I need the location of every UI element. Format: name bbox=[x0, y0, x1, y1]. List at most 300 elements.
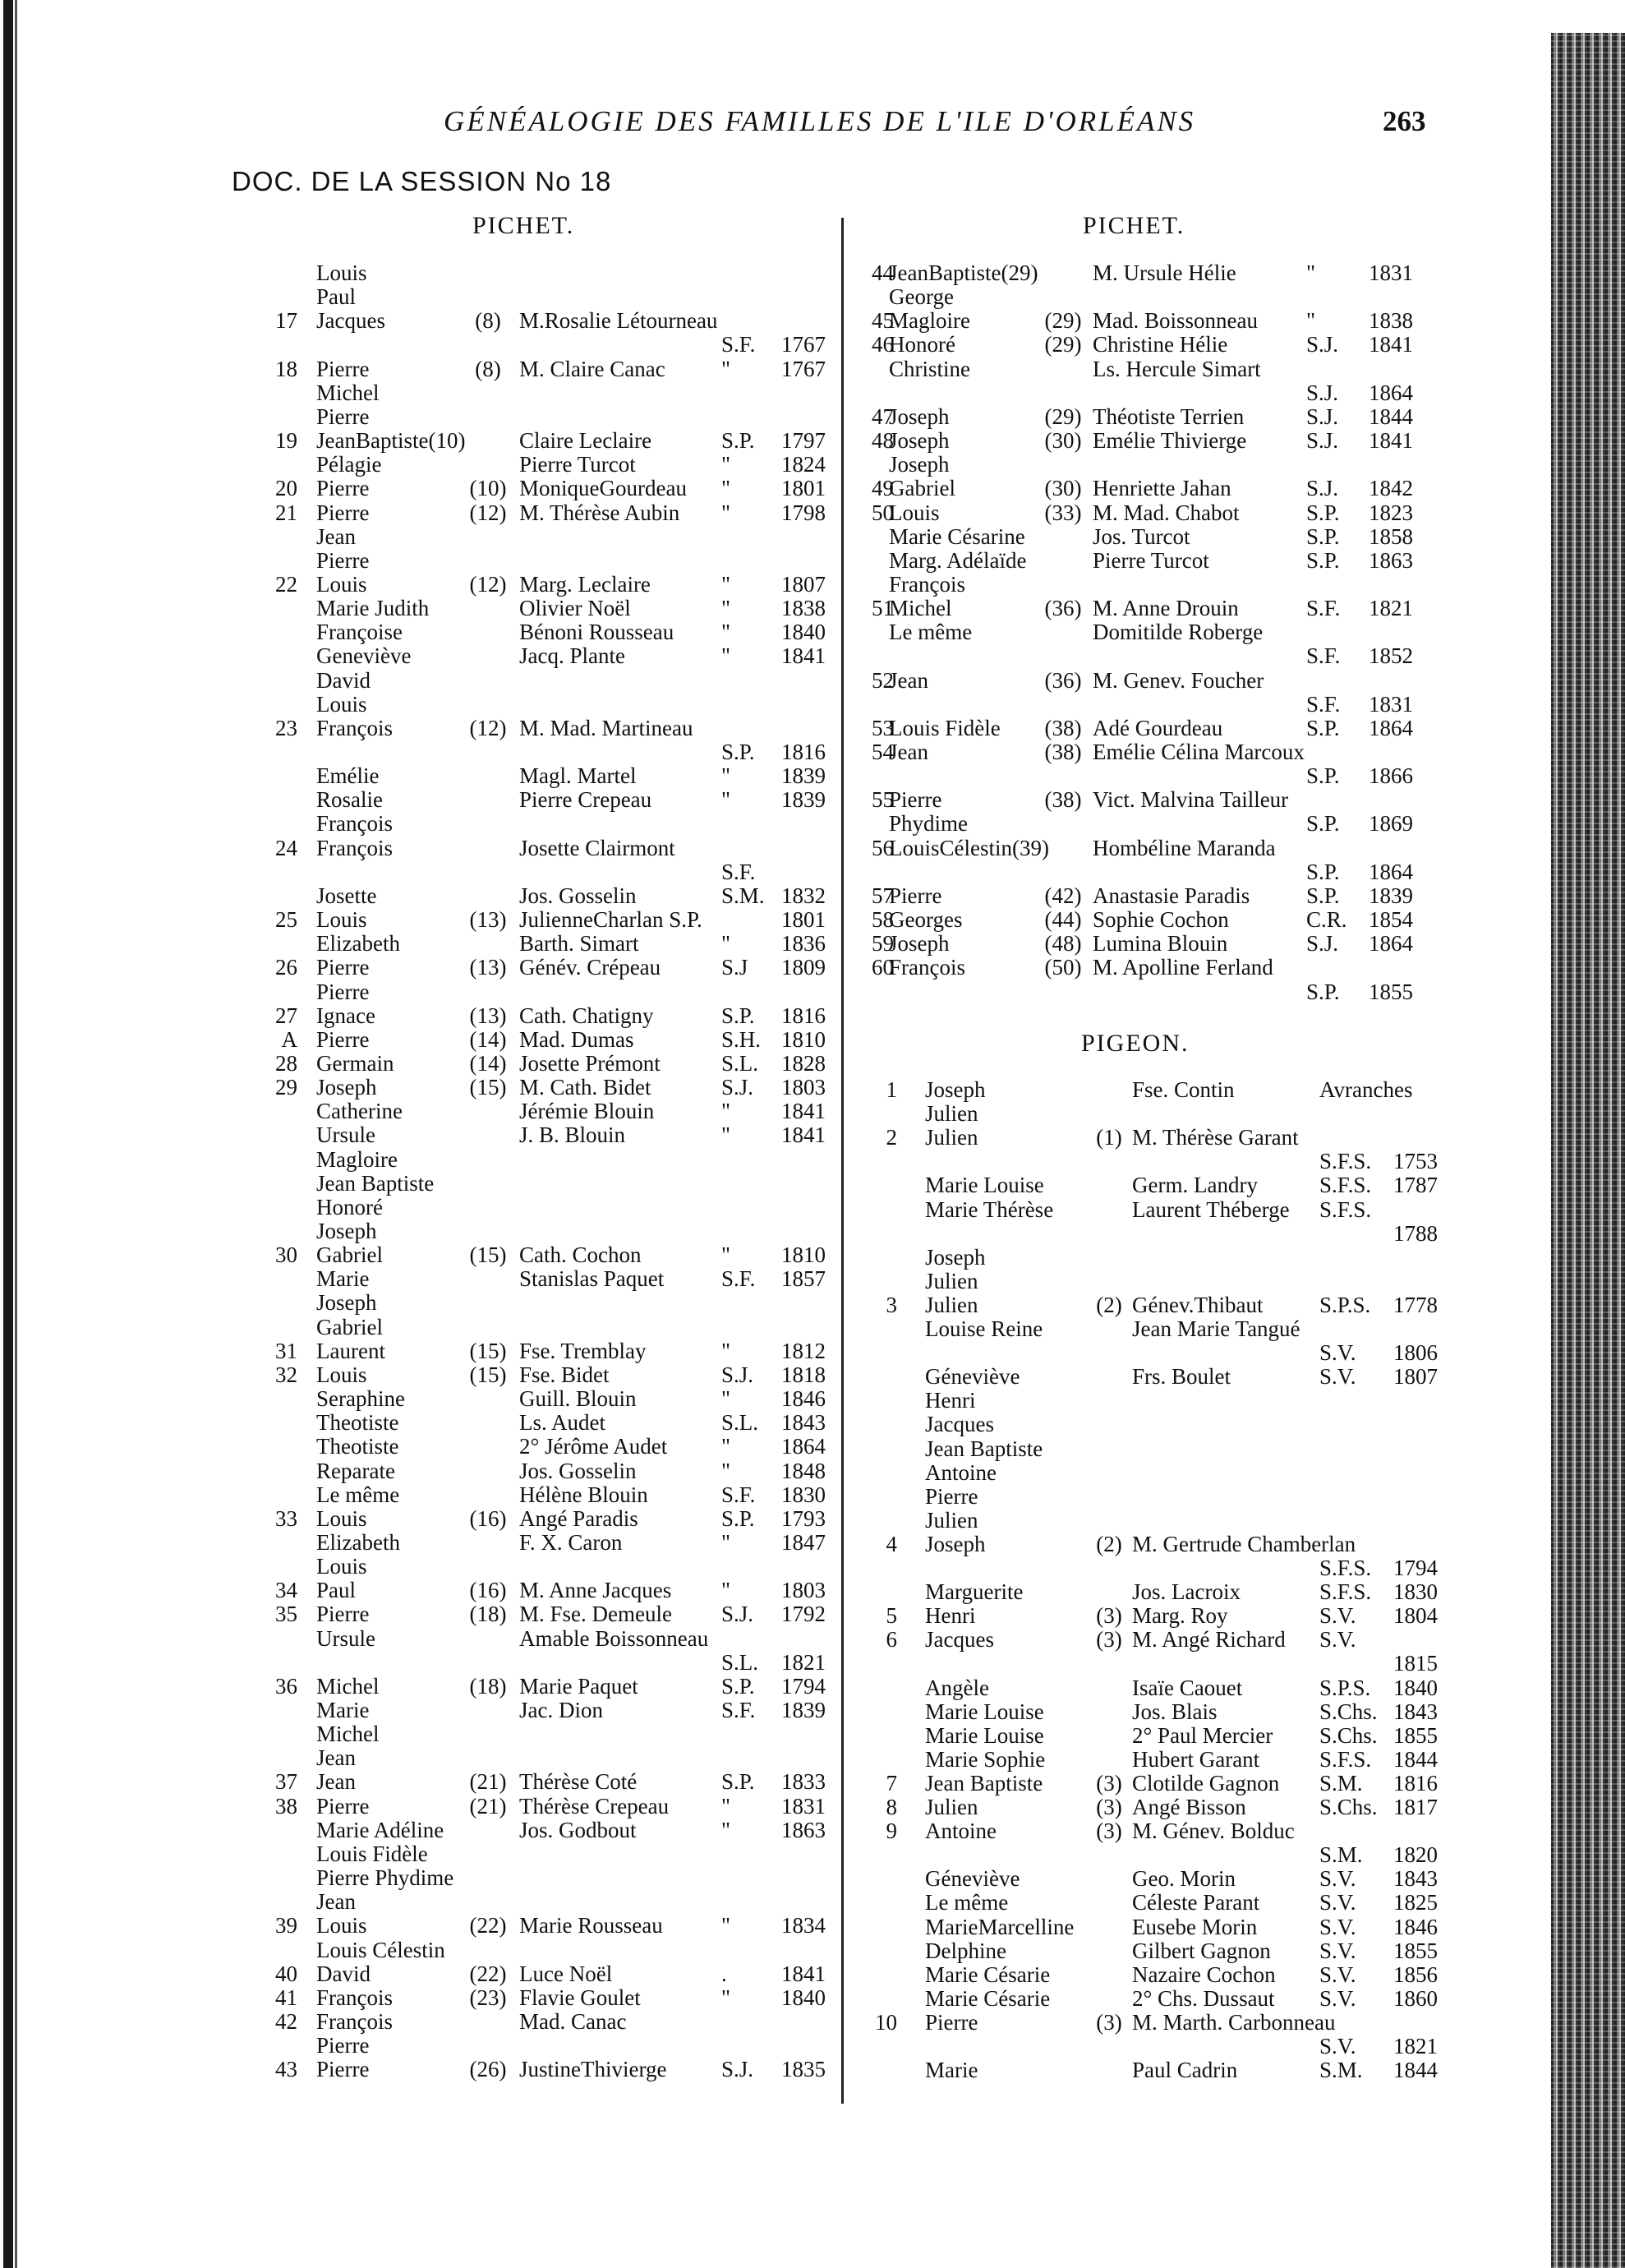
entry-name: Louis bbox=[316, 1913, 367, 1938]
entry-name: Jacques bbox=[316, 308, 385, 334]
entry-year: 1864 bbox=[1369, 380, 1413, 405]
entry-year: 1844 bbox=[1393, 1746, 1438, 1772]
entry-year: 1844 bbox=[1393, 2058, 1438, 2083]
entry-name: Louis bbox=[316, 1362, 367, 1387]
entry-number: 23 bbox=[275, 715, 297, 740]
entry-name: Le même bbox=[889, 620, 973, 645]
entry-parent-ref: (38) bbox=[1044, 787, 1082, 813]
entry-year: 1864 bbox=[781, 1434, 826, 1459]
entry-name: Elizabeth bbox=[316, 1529, 400, 1555]
entry-parent-ref: (3) bbox=[1096, 1770, 1122, 1796]
entry-name: Joseph bbox=[925, 1244, 986, 1270]
entry-name: Henri bbox=[925, 1603, 976, 1629]
entry-year: 1860 bbox=[1393, 1985, 1438, 2011]
entry-row bbox=[0, 1724, 1625, 1748]
entry-year: 1857 bbox=[781, 1266, 826, 1292]
entry-place: S.F.S. bbox=[1319, 1746, 1372, 1772]
entry-row bbox=[0, 1194, 1625, 1222]
entry-spouse: F. X. Caron bbox=[519, 1529, 623, 1555]
entry-year: 1869 bbox=[1369, 811, 1413, 837]
entry-number: 21 bbox=[275, 500, 297, 525]
entry-spouse: Marie Rousseau bbox=[519, 1913, 663, 1938]
entry-spouse: JustineThivierge bbox=[519, 2057, 667, 2082]
entry-number: 56 bbox=[872, 835, 894, 860]
entry-name: Pierre bbox=[925, 1483, 978, 1509]
entry-place: " bbox=[721, 1578, 731, 1603]
entry-row bbox=[0, 1673, 1625, 1700]
entry-name: Julien bbox=[925, 1507, 978, 1533]
entry-place: S.J bbox=[721, 955, 748, 980]
entry-place: S.J. bbox=[721, 2057, 754, 2082]
entry-spouse: Jos. Blais bbox=[1132, 1699, 1218, 1724]
entry-year: 1839 bbox=[781, 763, 826, 789]
entry-place: S.J. bbox=[721, 1602, 754, 1627]
entry-name: Seraphine bbox=[316, 1386, 405, 1412]
entry-place: . bbox=[721, 1961, 727, 1986]
entry-year: 1848 bbox=[781, 1458, 826, 1483]
entry-place: S.P.S. bbox=[1319, 1675, 1371, 1700]
entry-name: Marie bbox=[925, 2058, 978, 2083]
entry-number: A bbox=[281, 1026, 297, 1052]
entry-name: Louis Fidèle bbox=[316, 1841, 428, 1866]
entry-number: 37 bbox=[275, 1769, 297, 1795]
entry-spouse: Magl. Martel bbox=[519, 763, 637, 789]
entry-number: 10 bbox=[875, 2009, 897, 2035]
entry-year: 1839 bbox=[1369, 883, 1413, 908]
entry-place: S.J. bbox=[1306, 332, 1339, 357]
entry-parent-ref: (22) bbox=[469, 1913, 507, 1938]
entry-place: " bbox=[721, 787, 731, 813]
entry-spouse: M. Génev. Bolduc bbox=[1132, 1819, 1295, 1844]
entry-year: 1840 bbox=[1393, 1675, 1438, 1700]
entry-row bbox=[0, 1769, 1625, 1796]
entry-name: Pierre bbox=[316, 356, 370, 381]
entry-spouse: Jos. Gosselin bbox=[519, 883, 637, 908]
entry-place: S.F. bbox=[721, 859, 756, 884]
entry-spouse: Fse. Bidet bbox=[519, 1362, 610, 1387]
entry-place: " bbox=[721, 1386, 731, 1412]
entry-name: Joseph bbox=[925, 1531, 986, 1556]
entry-place: S.P. bbox=[1306, 547, 1340, 573]
entry-year: 1839 bbox=[781, 1698, 826, 1722]
entry-name: Géneviève bbox=[925, 1866, 1020, 1892]
entry-spouse: Emélie Thivierge bbox=[1093, 428, 1247, 454]
entry-spouse: M. Anne Jacques bbox=[519, 1578, 672, 1603]
entry-place: " bbox=[721, 1529, 731, 1555]
entry-parent-ref: (3) bbox=[1096, 1819, 1122, 1844]
entry-number: 22 bbox=[275, 571, 297, 597]
entry-spouse: Olivier Noël bbox=[519, 596, 631, 621]
entry-spouse: Thérèse Coté bbox=[519, 1769, 638, 1795]
entry-parent-ref: (2) bbox=[1096, 1531, 1122, 1556]
entry-spouse: 2° Jérôme Audet bbox=[519, 1434, 668, 1459]
entry-spouse: Isaïe Caouet bbox=[1132, 1675, 1243, 1700]
entry-year: 1810 bbox=[781, 1026, 826, 1052]
entry-place: " bbox=[721, 763, 731, 789]
entry-spouse: MoniqueGourdeau bbox=[519, 476, 687, 501]
entry-name: Marie Césarie bbox=[925, 1985, 1051, 2011]
entry-number: 51 bbox=[872, 596, 894, 621]
entry-name: Pierre bbox=[316, 979, 370, 1004]
entry-name: Geneviève bbox=[316, 643, 412, 669]
entry-spouse: M. Genev. Foucher bbox=[1093, 667, 1264, 693]
entry-place: S.F. bbox=[1306, 596, 1341, 621]
entry-row bbox=[0, 1649, 1625, 1676]
entry-place: S.P. bbox=[1306, 763, 1340, 789]
entry-name: Marie Louise bbox=[925, 1173, 1044, 1198]
entry-year: 1864 bbox=[1369, 859, 1413, 884]
entry-place: S.M. bbox=[1319, 1842, 1363, 1868]
entry-place: " bbox=[721, 452, 731, 477]
entry-spouse: Jean Marie Tangué bbox=[1132, 1316, 1300, 1341]
entry-number: 18 bbox=[275, 356, 297, 381]
entry-year: 1858 bbox=[1369, 523, 1413, 549]
entry-place: " bbox=[721, 643, 731, 669]
entry-number: 53 bbox=[872, 715, 894, 740]
entry-name: Magloire bbox=[316, 1146, 398, 1172]
entry-number: 17 bbox=[275, 308, 297, 334]
entry-place: S.F. bbox=[721, 1482, 756, 1507]
entry-row bbox=[0, 1529, 1625, 1556]
entry-name: Marie Césarine bbox=[889, 523, 1025, 549]
entry-place: " bbox=[721, 1099, 731, 1124]
entry-row bbox=[0, 1270, 1625, 1293]
entry-spouse: M. Ursule Hélie bbox=[1093, 260, 1236, 285]
entry-parent-ref: (38) bbox=[1044, 740, 1082, 764]
entry-row bbox=[0, 1126, 1625, 1150]
entry-number: 19 bbox=[275, 428, 297, 454]
entry-name: Louis bbox=[316, 907, 367, 933]
entry-spouse: Angé Paradis bbox=[519, 1505, 638, 1531]
entry-row bbox=[0, 1793, 1625, 1819]
entry-spouse: M. Anne Drouin bbox=[1093, 596, 1239, 621]
entry-spouse: Jos. Godbout bbox=[519, 1817, 637, 1842]
entry-spouse: JulienneCharlan S.P. bbox=[519, 907, 702, 933]
entry-parent-ref: (21) bbox=[469, 1793, 507, 1819]
entry-parent-ref: (12) bbox=[469, 571, 507, 597]
entry-name: François bbox=[316, 835, 393, 860]
entry-year: 1836 bbox=[781, 931, 826, 957]
entry-place: " bbox=[721, 571, 731, 597]
entry-parent-ref: (15) bbox=[469, 1338, 507, 1363]
entry-parent-ref: (16) bbox=[469, 1505, 507, 1531]
entry-spouse: Adé Gourdeau bbox=[1093, 715, 1223, 740]
entry-parent-ref: (33) bbox=[1044, 500, 1082, 525]
entry-year: 1852 bbox=[1369, 643, 1413, 669]
entry-row bbox=[0, 1434, 1625, 1461]
entry-name: Louis bbox=[889, 500, 940, 525]
entry-name: Le même bbox=[316, 1482, 400, 1507]
entry-year: 1807 bbox=[1393, 1364, 1438, 1390]
entry-number: 57 bbox=[872, 883, 894, 908]
entry-spouse: Flavie Goulet bbox=[519, 1984, 641, 2010]
entry-name: Michel bbox=[316, 1673, 380, 1699]
entry-spouse: Cath. Cochon bbox=[519, 1242, 642, 1268]
entry-parent-ref: (3) bbox=[1096, 1795, 1122, 1819]
entry-place: " bbox=[1306, 260, 1316, 285]
entry-year: 1820 bbox=[1393, 1842, 1438, 1868]
entry-parent-ref: (26) bbox=[469, 2057, 507, 2082]
entry-spouse: Claire Leclaire bbox=[519, 428, 652, 454]
entry-spouse: M. Thérèse Aubin bbox=[519, 500, 680, 525]
entry-name: Le même bbox=[925, 1890, 1009, 1915]
entry-name: Louis Célestin bbox=[316, 1937, 445, 1962]
entry-place: S.H. bbox=[721, 1026, 762, 1052]
entry-place: " bbox=[721, 1984, 731, 2010]
pigeon-heading: PIGEON. bbox=[1081, 1030, 1190, 1057]
entry-year: 1843 bbox=[1393, 1866, 1438, 1892]
entry-name: Michel bbox=[889, 596, 952, 621]
entry-name: Marie bbox=[316, 1698, 370, 1722]
entry-name: Pierre bbox=[316, 2033, 370, 2058]
entry-place: S.F. bbox=[721, 332, 756, 357]
entry-name: Jean Baptiste bbox=[925, 1436, 1043, 1461]
entry-row bbox=[0, 2035, 1625, 2058]
entry-number: 9 bbox=[886, 1819, 897, 1844]
entry-spouse: Ls. Hercule Simart bbox=[1093, 356, 1261, 381]
entry-spouse: Josette Prémont bbox=[519, 1050, 661, 1076]
entry-spouse: Pierre Crepeau bbox=[519, 787, 652, 813]
entry-parent-ref: (13) bbox=[469, 1003, 507, 1028]
entry-place: S.P. bbox=[721, 1505, 755, 1531]
entry-name: François bbox=[889, 571, 965, 597]
entry-name: Ursule bbox=[316, 1625, 375, 1651]
entry-place: " bbox=[721, 620, 731, 645]
entry-name: Jean bbox=[316, 1889, 356, 1915]
entry-year: 1806 bbox=[1393, 1340, 1438, 1366]
entry-year: 1864 bbox=[1369, 931, 1413, 957]
entry-place: S.V. bbox=[1319, 2034, 1356, 2058]
entry-name: Pierre bbox=[889, 883, 942, 908]
entry-spouse: M.Rosalie Létourneau bbox=[519, 308, 718, 334]
entry-year: 1831 bbox=[781, 1793, 826, 1819]
entry-name: George bbox=[889, 284, 954, 310]
entry-name: LouisCélestin(39) bbox=[889, 835, 1049, 860]
entry-name: Pierre bbox=[316, 500, 370, 525]
entry-spouse: Mad. Canac bbox=[519, 2008, 627, 2034]
entry-name: Julien bbox=[925, 1292, 978, 1317]
entry-name: François bbox=[889, 955, 965, 980]
entry-year: 1841 bbox=[1369, 332, 1413, 357]
entry-year: 1831 bbox=[1369, 691, 1413, 717]
entry-number: 35 bbox=[275, 1602, 297, 1627]
entry-name: Louis bbox=[316, 571, 367, 597]
entry-name: Gabriel bbox=[316, 1314, 383, 1339]
entry-spouse: M. Marth. Carbonneau bbox=[1132, 2009, 1336, 2035]
entry-name: Marie Louise bbox=[925, 1699, 1044, 1724]
entry-parent-ref: (8) bbox=[475, 308, 501, 334]
entry-name: Magloire bbox=[889, 308, 970, 334]
entry-place: S.Chs. bbox=[1319, 1795, 1378, 1819]
entry-number: 50 bbox=[872, 500, 894, 525]
entry-number: 58 bbox=[872, 907, 894, 933]
entry-place: S.M. bbox=[1319, 2058, 1363, 2083]
entry-place: S.P. bbox=[721, 1769, 755, 1795]
entry-name: Paul bbox=[316, 284, 357, 310]
entry-name: Joseph bbox=[316, 1290, 377, 1316]
entry-name: Joseph bbox=[889, 403, 950, 429]
entry-parent-ref: (3) bbox=[1096, 1627, 1122, 1653]
entry-name: Joseph bbox=[889, 452, 950, 477]
entry-place: S.J. bbox=[1306, 403, 1339, 429]
entry-place: " bbox=[721, 500, 731, 525]
entry-spouse: Clotilde Gagnon bbox=[1132, 1770, 1280, 1796]
entry-parent-ref: (29) bbox=[1044, 403, 1082, 429]
entry-year: 1864 bbox=[1369, 715, 1413, 740]
entry-year: 1831 bbox=[1369, 260, 1413, 285]
left-column-heading: PICHET. bbox=[472, 212, 575, 239]
entry-parent-ref: (3) bbox=[1096, 1603, 1122, 1629]
entry-number: 34 bbox=[275, 1578, 297, 1603]
entry-row bbox=[0, 1700, 1625, 1724]
entry-name: Emélie bbox=[316, 763, 380, 789]
entry-row bbox=[0, 1290, 1625, 1317]
entry-name: Phydime bbox=[889, 811, 969, 837]
entry-place: C.R. bbox=[1306, 907, 1347, 933]
entry-place: S.Chs. bbox=[1319, 1722, 1378, 1748]
entry-name: Reparate bbox=[316, 1458, 395, 1483]
entry-year: 1787 bbox=[1393, 1173, 1438, 1198]
entry-year: 1794 bbox=[781, 1673, 826, 1699]
entry-name: MarieMarcelline bbox=[925, 1914, 1075, 1939]
entry-place: S.P. bbox=[721, 1003, 755, 1028]
entry-name: Marg. Adélaïde bbox=[889, 547, 1027, 573]
entry-year: 1855 bbox=[1369, 979, 1413, 1004]
entry-year: 1801 bbox=[781, 476, 826, 501]
entry-name: Pierre bbox=[316, 476, 370, 501]
entry-place: " bbox=[721, 596, 731, 621]
entry-place: " bbox=[721, 356, 731, 381]
entry-year: 1839 bbox=[781, 787, 826, 813]
entry-place: " bbox=[721, 1122, 731, 1148]
entry-spouse: Germ. Landry bbox=[1132, 1173, 1258, 1198]
entry-spouse: M. Thérèse Garant bbox=[1132, 1125, 1299, 1150]
entry-name: Louis bbox=[316, 1554, 367, 1579]
entry-parent-ref: (15) bbox=[469, 1362, 507, 1387]
entry-year: 1821 bbox=[1393, 2034, 1438, 2058]
entry-year: 1841 bbox=[781, 1961, 826, 1986]
entry-number: 1 bbox=[886, 1077, 897, 1102]
entry-parent-ref: (23) bbox=[469, 1984, 507, 2010]
entry-year: 1846 bbox=[781, 1386, 826, 1412]
entry-name: Joseph bbox=[316, 1075, 377, 1100]
entry-place: S.F.S. bbox=[1319, 1196, 1372, 1222]
entry-name: Françoise bbox=[316, 620, 403, 645]
entry-spouse: Pierre Turcot bbox=[1093, 547, 1209, 573]
entry-parent-ref: (13) bbox=[469, 907, 507, 933]
entry-row bbox=[0, 1843, 1625, 1867]
entry-name: Marguerite bbox=[925, 1579, 1024, 1605]
entry-name: Louise Reine bbox=[925, 1316, 1043, 1341]
entry-year: 1797 bbox=[781, 428, 826, 454]
entry-year: 1812 bbox=[781, 1338, 826, 1363]
entry-year: 1841 bbox=[781, 1122, 826, 1148]
entry-place: S.V. bbox=[1319, 1938, 1356, 1963]
entry-name: Marie Louise bbox=[925, 1722, 1044, 1748]
entry-spouse: Henriette Jahan bbox=[1093, 476, 1231, 501]
entry-name: Marie Adéline bbox=[316, 1817, 444, 1842]
entry-parent-ref: (16) bbox=[469, 1578, 507, 1603]
entry-name: Louis bbox=[316, 691, 367, 717]
entry-year: 1793 bbox=[781, 1505, 826, 1531]
entry-spouse: Paul Cadrin bbox=[1132, 2058, 1238, 2083]
entry-spouse: Josette Clairmont bbox=[519, 835, 675, 860]
entry-name: Pierre bbox=[925, 2009, 978, 2035]
entry-name: Joseph bbox=[316, 1219, 377, 1243]
entry-number: 44 bbox=[872, 260, 894, 285]
entry-number: 20 bbox=[275, 476, 297, 501]
entry-spouse: Laurent Théberge bbox=[1132, 1196, 1290, 1222]
entry-number: 27 bbox=[275, 1003, 297, 1028]
entry-number: 30 bbox=[275, 1242, 297, 1268]
entry-name: Joseph bbox=[889, 931, 950, 957]
entry-parent-ref: (18) bbox=[469, 1673, 507, 1699]
entry-year: 1809 bbox=[781, 955, 826, 980]
entry-spouse: M. Mad. Chabot bbox=[1093, 500, 1240, 525]
entry-row bbox=[0, 1745, 1625, 1772]
entry-name: Georges bbox=[889, 907, 963, 933]
entry-row bbox=[0, 1819, 1625, 1843]
entry-number: 8 bbox=[886, 1795, 897, 1819]
entry-spouse: Nazaire Cochon bbox=[1132, 1961, 1276, 1987]
entry-parent-ref: (14) bbox=[469, 1050, 507, 1076]
entry-spouse: Jacq. Plante bbox=[519, 643, 625, 669]
entry-name: Jean bbox=[316, 1769, 356, 1795]
entry-row bbox=[0, 1915, 1625, 1939]
entry-place: S.F.S. bbox=[1319, 1579, 1372, 1605]
entry-number: 40 bbox=[275, 1961, 297, 1986]
entry-year: 1833 bbox=[781, 1769, 826, 1795]
running-title: GÉNÉALOGIE DES FAMILLES DE L'ILE D'ORLÉANS bbox=[444, 105, 1196, 137]
entry-parent-ref: (2) bbox=[1096, 1292, 1122, 1317]
entry-name: François bbox=[316, 811, 393, 837]
entry-name: Jacques bbox=[925, 1627, 994, 1653]
entry-spouse: Génév. Crépeau bbox=[519, 955, 661, 980]
entry-row bbox=[0, 1984, 1625, 2011]
entry-parent-ref: (44) bbox=[1044, 907, 1082, 933]
entry-spouse: Anastasie Paradis bbox=[1093, 883, 1250, 908]
entry-name: Pierre Phydime bbox=[316, 1865, 454, 1891]
entry-year: 1817 bbox=[1393, 1795, 1438, 1819]
entry-row bbox=[0, 1075, 1625, 1102]
entry-number: 28 bbox=[275, 1050, 297, 1076]
entry-row bbox=[0, 1458, 1625, 1485]
entry-parent-ref: (42) bbox=[1044, 883, 1082, 908]
entry-spouse: Génev.Thibaut bbox=[1132, 1292, 1264, 1317]
entry-year: 1753 bbox=[1393, 1149, 1438, 1174]
entry-name: Michel bbox=[316, 380, 380, 405]
entry-row bbox=[0, 1505, 1625, 1533]
entry-number: 5 bbox=[886, 1603, 897, 1629]
entry-name: Marie bbox=[316, 1266, 370, 1292]
entry-place: S.P. bbox=[1306, 859, 1340, 884]
entry-name: Jean bbox=[316, 1745, 356, 1771]
entry-year: 1844 bbox=[1369, 403, 1413, 429]
entry-row bbox=[0, 1246, 1625, 1270]
entry-spouse: M. Fse. Demeule bbox=[519, 1602, 672, 1627]
entry-place: S.L. bbox=[721, 1649, 759, 1675]
entry-name: Marie Thérèse bbox=[925, 1196, 1054, 1222]
entry-place: S.F. bbox=[721, 1698, 756, 1722]
entry-place: " bbox=[721, 1458, 731, 1483]
entry-number: 38 bbox=[275, 1793, 297, 1819]
entry-year: 1821 bbox=[781, 1649, 826, 1675]
entry-number: 52 bbox=[872, 667, 894, 693]
entry-year: 1815 bbox=[1393, 1651, 1438, 1676]
entry-name: Honoré bbox=[889, 332, 955, 357]
entry-year: 1841 bbox=[781, 1099, 826, 1124]
entry-place: S.V. bbox=[1319, 1340, 1356, 1366]
